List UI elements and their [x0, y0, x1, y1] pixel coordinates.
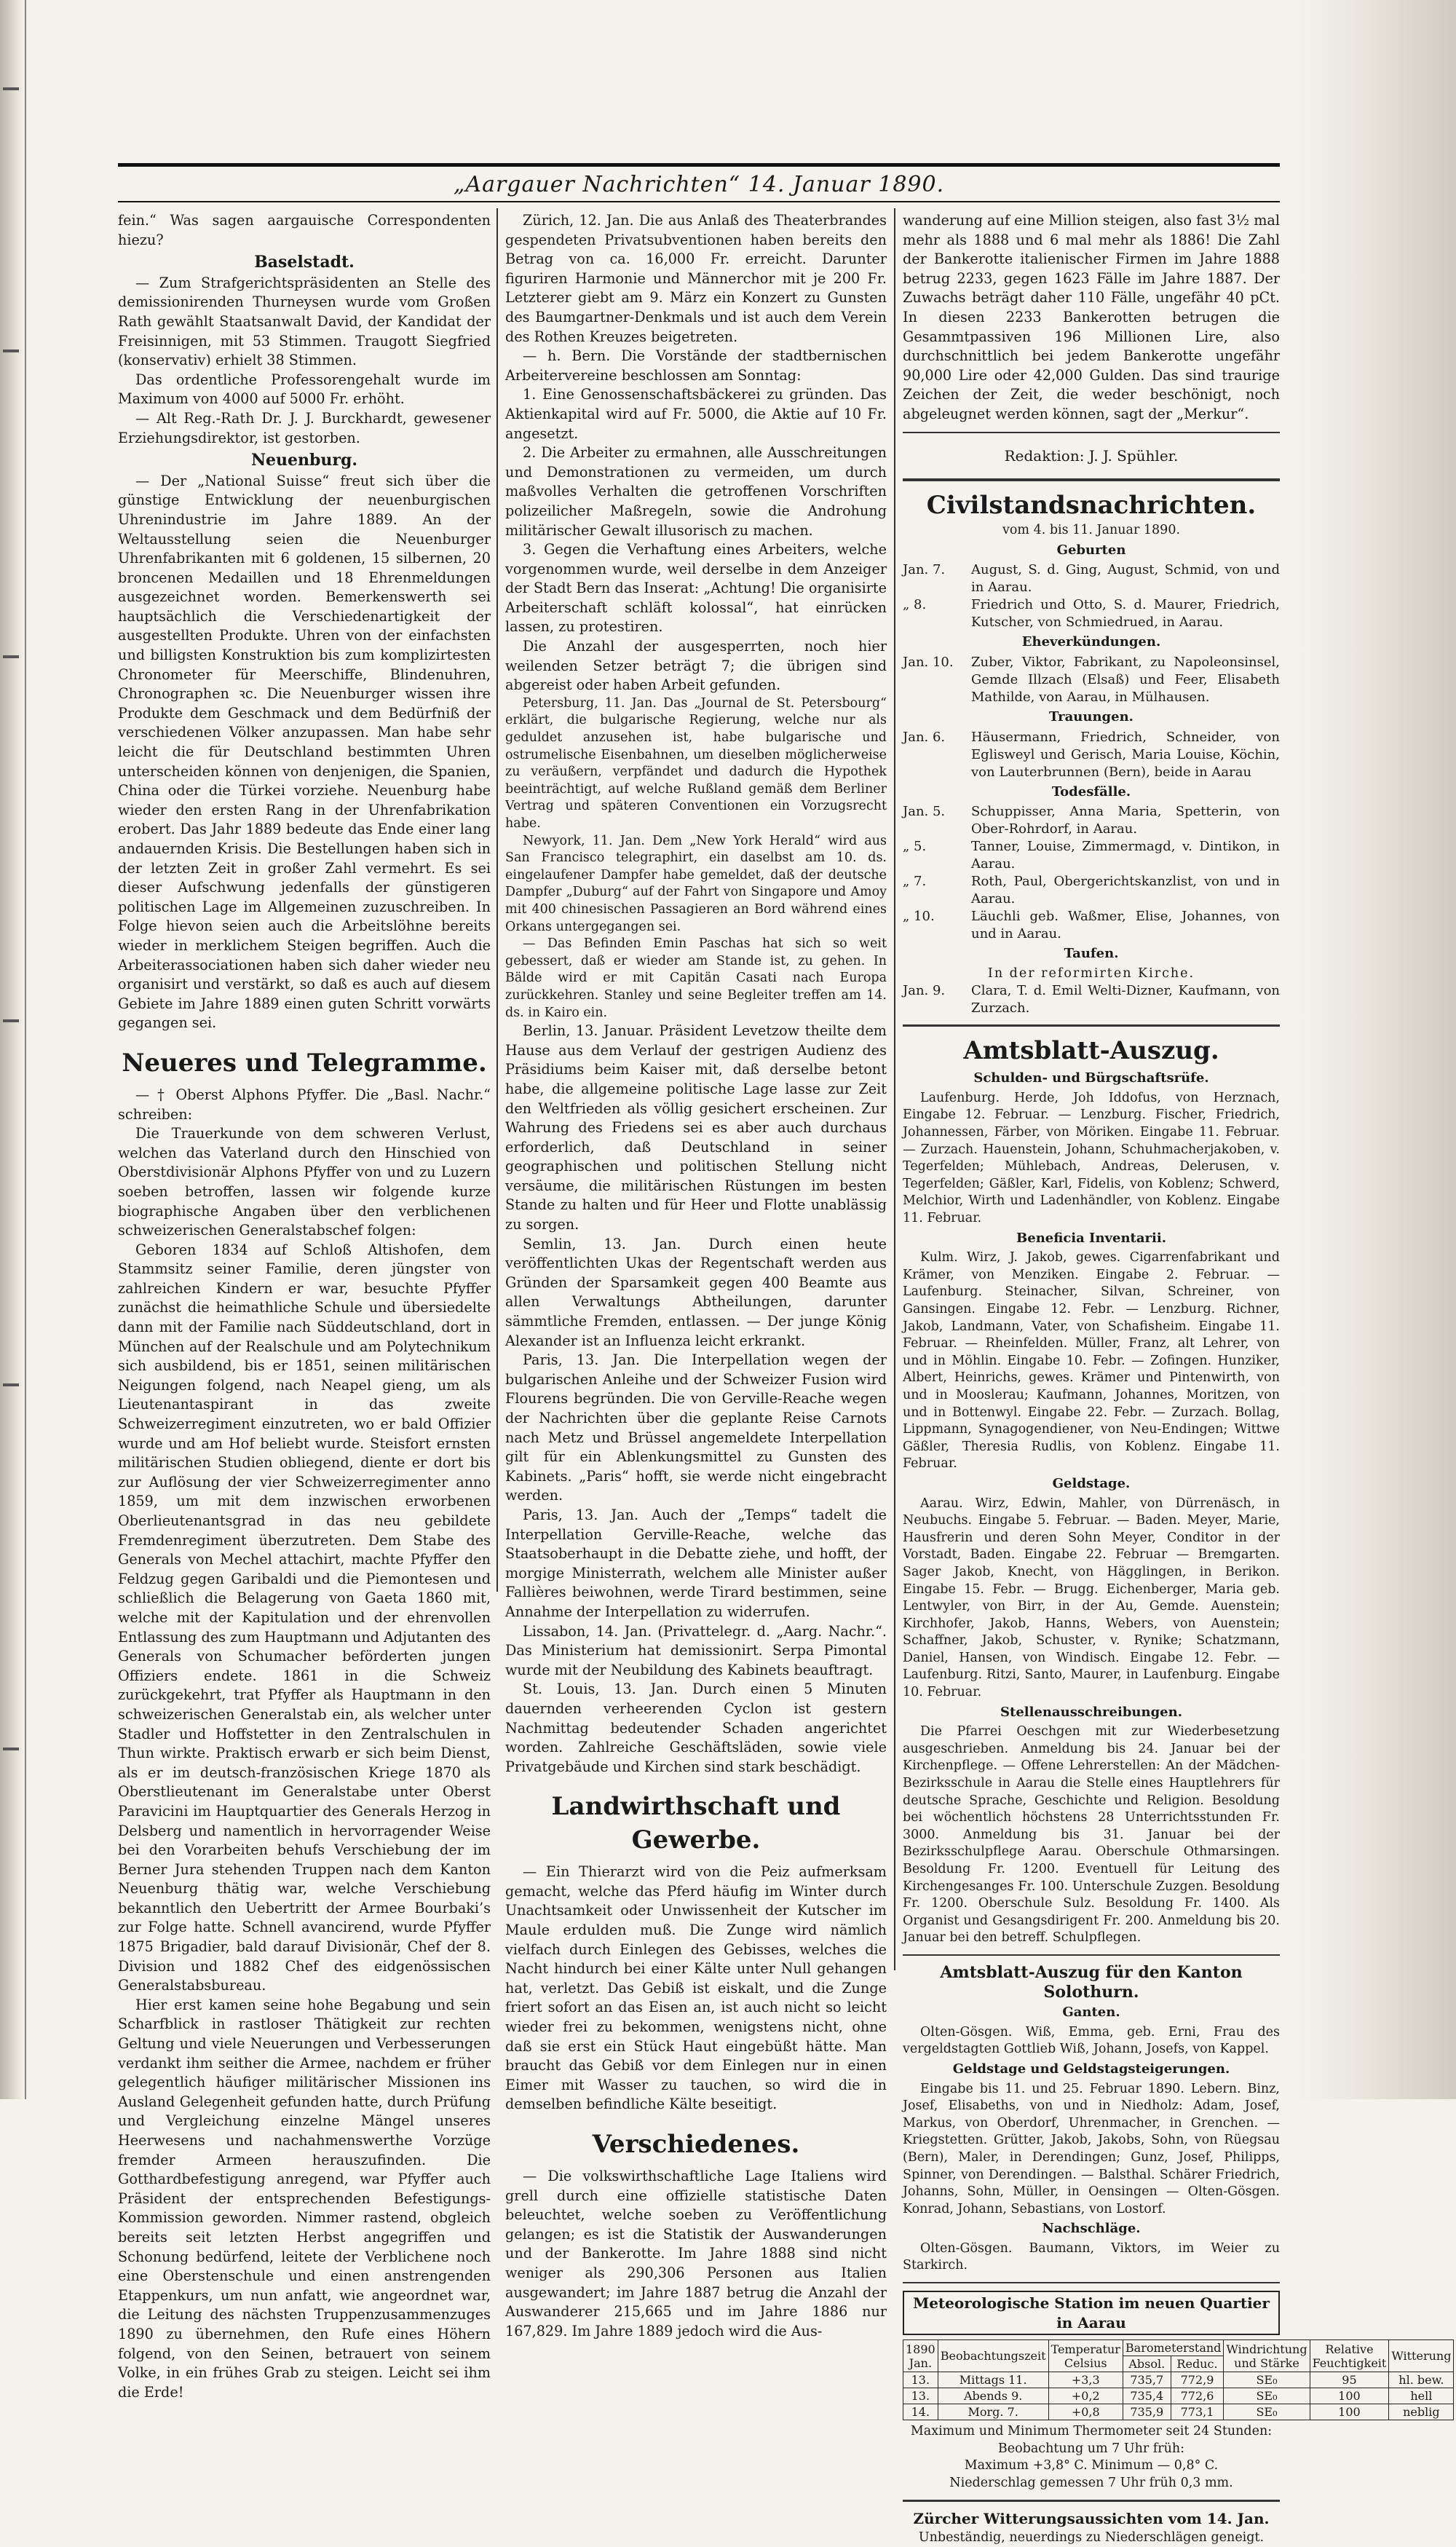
section-heading: Baselstadt. — [254, 253, 355, 272]
section-heading-large: Landwirthschaft und Gewerbe. — [551, 1792, 841, 1855]
masthead-rule — [118, 163, 1280, 167]
article-text: Zürich, 12. Jan. Die aus Anlaß des Theaterbrandes gespendeten Privatsubventionen haben bereits den Betrag von ca. 16,000 Fr. erreicht. Darunter figuriren Harmonie und Männerchor mit je 200 Fr. Letzterer giebt am 9. März ein Konzert zu Gunsten des Baumgartner-Denkmals und ist auch dem Verein des Rothen Kreuzes beigetreten. — [505, 212, 887, 345]
article-text: Geboren 1834 auf Schloß Altishofen, dem Stammsitz seiner Familie, deren jüngster von zahlreichen Kindern er war, besuchte Pfyffer zunächst die heimathliche Schule und übersiedelte dann mit der Familie nach Süddeutschland, dort in München auf der Realschule und am Polytechnikum sich ausbildend, bis er 1851, seinen militärischen Neigungen folgend, nach Neapel gieng, um als Lieutenantaspirant in das zweite Schweizerregiment einzutreten, wo er bald Offizier wurde und am Hof beliebt wurde. Steisfort ernsten militärischen Studien obliegend, diente er dort bis zur Auflösung der vier Schweizerregimenter anno 1859, um mit dem inzwischen erworbenen Oberlieutenantsgrad in das neu gebildete Fremdenregiment überzutreten. Dem Stabe des Generals von Mechel attachirt, machte Pfyffer den Feldzug gegen Garibaldi und die Piemontesen und schließlich die Belagerung von Gaeta 1860 mit, welche mit der Kapitulation und der ehrenvollen Entlassung des zum Hauptmann und Adjutanten des Generals von Schumacher beförderten jungen Offiziers endete. 1861 in die Schweiz zurückgekehrt, trat Pfyffer als Hauptmann in den schweizerischen Generalstab ein, als welcher unter Stadler und Hoffstetter in den Zentralschulen in Thun wirkte. Praktisch erwarb er sich beim Dienst, als er im deutsch-französischen Kriege 1870 als Oberstlieutenant im Generalstabe unter Oberst Paravicini im Hauptquartier des Generals Herzog in Delsberg und namentlich in hervorragender Weise bei den Vorarbeiten behufs Verschiebung der im Berner Jura stehenden Truppen nach dem Kanton Neuenburg thätig war, welche Verschiebung bekanntlich den Uebertritt der Armee Bourbaki’s zur Folge hatte. Schnell avancirend, wurde Pfyffer 1875 Brigadier, bald darauf Divisionär, Chef der 8. Division und 1882 Chef des eidgenössischen Generalstabsbureau. — [118, 1241, 491, 1994]
entry-text: Zuber, Viktor, Fabrikant, zu Napoleonsinsel, Gemde Illzach (Elsaß) und Feer, Elisabeth Mathilde, von Aarau, in Mülhausen. — [971, 654, 1280, 705]
article-text: Die Anzahl der ausgesperrten, noch hier weilenden Setzer beträgt 7; die übrigen sind abgereist oder haben Arbeit gefunden. — [505, 638, 887, 694]
gazette-subheading: Beneficia Inventarii. — [1016, 1230, 1166, 1246]
gazette-text: Aarau. Wirz, Edwin, Mahler, von Dürrenäsch, in Neubuchs. Eingabe 5. Februar. — Baden. Meyer, Marie, Hausfrerin und deren Sohn Meyer, Conditor in der Vorstadt, Baden. Eingabe 22. Februar — Bremgarten. Sager Jakob, Knecht, von Hägglingen, in Berikon. Eingabe 15. Febr. — Brugg. Eichenberger, Maria geb. Lentwyler, von Birr, in der Au, Gemde. Auenstein; Kirchhofer, Jakob, Hanns, Webers, von Auenstein; Schaffner, Jakob, Schuster, v. Rynike; Schatzmann, Daniel, Hansen, von Windisch. Eingabe 12. Febr. — Laufenburg. Ritzi, Santo, Maurer, in Laufenburg. Eingabe 10. Februar. — [903, 1496, 1280, 1700]
column-1 — [118, 211, 491, 2402]
civil-register-dates: vom 4. bis 11. Januar 1890. — [1002, 523, 1181, 538]
gazette-heading-solothurn: Amtsblatt-Auszug für den Kanton Solothurn. — [940, 1962, 1243, 2002]
entry-text: Tanner, Louise, Zimmermagd, v. Dintikon, in Aarau. — [971, 839, 1280, 872]
weather-table — [903, 2339, 1454, 2420]
masthead-title: „Aargauer Nachrichten“ 14. Januar 1890. — [453, 172, 945, 197]
births-list — [903, 561, 1280, 631]
table-cell: +0,8 — [1048, 2404, 1123, 2420]
table-cell: Abends 9. — [938, 2388, 1048, 2404]
table-cell: +3,3 — [1048, 2372, 1123, 2388]
article-text: Berlin, 13. Januar. Präsident Levetzow theilte dem Hause aus dem Verlauf der gestrigen Audienz des Präsidiums beim Kaiser mit, daß derselbe betont habe, die allgemeine politische Lage lasse zur Zeit den Weltfrieden als völlig gesichert erscheinen. Zur Wahrung des Friedens sei es aber auch durchaus erforderlich, daß Deutschland in seiner geographischen und politischen Stellung nicht versäume, die militärischen Rüstungen im besten Stande zu halten und für Heer und Flotte unablässig zu sorgen. — [505, 1022, 887, 1233]
article-text: Paris, 13. Jan. Die Interpellation wegen der bulgarischen Anleihe und der Schweizer Fusion wird Flourens begründen. Die von Gerville-Reache wegen der Nachrichten über die geplante Reise Carnots nach Metz und Brüssel angemeldete Interpellation gilt für ein Ablenkungsmittel zu Gunsten des Kabinets. „Paris“ hofft, sie werde nicht eingebracht werden. — [505, 1351, 887, 1504]
entry-text: Friedrich und Otto, S. d. Maurer, Friedrich, Kutscher, von Schmiedrued, in Aarau. — [971, 597, 1280, 631]
article-text: — Ein Thierarzt wird von die Peiz aufmerksam gemacht, welche das Pferd häufig im Winter durch Unachtsamkeit oder Unwissenheit der Kutscher im Maule erdulden muß. Die Zunge wird nämlich vielfach durch Einlegen des Gebisses, welches die Nacht hindurch bei einer Kälte unter Null gehangen hat, verletzt. Das Gebiß ist eiskalt, und die Zunge friert sofort an das Eisen an, ist auch nicht so leicht wieder frei zu bekommen, wenigstens nicht, ohne daß sie erst ein Stück Haut eingebüßt hätte. Man braucht das Gebiß vor dem Einlegen nur in einen Eimer mit Wasser zu tauchen, so wird die in demselben befindliche Kälte beseitigt. — [505, 1863, 887, 2113]
divider — [903, 2500, 1280, 2502]
entry-date: Jan. 9. — [903, 983, 946, 999]
table-cell: 95 — [1310, 2372, 1389, 2388]
divider — [903, 1024, 1280, 1027]
article-text: — Der „National Suisse“ freut sich über die günstige Entwicklung der neuenburgischen Uhrenindustrie im Jahre 1889. An der Weltausstellung seien die Neuenburger Uhrenfabrikanten mit 6 goldenen, 15 silbernen, 20 broncenen Medaillen und 18 Ehrenmeldungen ausgezeichnet worden. Bemerkenswerth sei hauptsächlich die Verschiedenartigkeit der ausgestellten Produkte. Uhren von der einfachsten und billigsten Konstruktion bis zum komplizirtesten Chronometer für Meerschiffe, Blindenuhren, Chronographen ꝛc. Die Neuenburger wissen ihre Produkte dem Geschmack und dem Bedürfniß der verschiedenen Völker anzupassen. Man habe sehr leicht die für Deutschland bestimmten Uhren unterscheiden können von denjenigen, die Spanien, China oder die Türkei vorziehe. Neuenburg habe wieder den ersten Rang in der Uhrenfabrikation erobert. Das Jahr 1889 bedeute das Ende einer lang andauernden Krisis. Die Bestellungen haben sich in der letzten Zeit in großer Zahl vermehrt. Es sei dieser Aufschwung jedenfalls der günstigeren politischen Lage im Allgemeinen zuzuschreiben. In Folge hievon seien auch die Arbeitslöhne bereits wieder in merklichem Steigen begriffen. Auch die Arbeiterassociationen haben sich daher wieder neu organisirt und verstärkt, so daß es auch auf diesem Gebiete im Jahre 1889 einen guten Schritt vorwärts gegangen sei. — [118, 472, 491, 1032]
table-header: 1890 Jan. — [903, 2340, 938, 2372]
table-header: Temperatur Celsius — [1048, 2340, 1123, 2372]
banns-list — [903, 654, 1280, 706]
entry-text: August, S. d. Ging, August, Schmid, von und in Aarau. — [971, 562, 1280, 596]
table-cell: hell — [1389, 2388, 1454, 2404]
article-text: — Die volkswirthschaftliche Lage Italiens wird grell durch eine offizielle statistische Daten beleuchtet, welche soeben zu Veröffentlichung gelangen; es ist die Statistik der Auswanderungen und der Bankerotte. Im Jahre 1888 sind nicht weniger als 290,306 Personen aus Italien ausgewandert; im Jahre 1887 betrug die Anzahl der Auswanderer 215,665 und im Jahre 1886 nur 167,829. Im Jahre 1889 jedoch wird die Aus- — [505, 2168, 887, 2339]
article-text: Das ordentliche Professorengehalt wurde im Maximum von 4000 auf 5000 Fr. erhöht. — [118, 371, 491, 408]
table-cell: 772,6 — [1171, 2388, 1224, 2404]
section-heading-large: Verschiedenes. — [592, 2130, 800, 2159]
article-text: St. Louis, 13. Jan. Durch einen 5 Minuten dauernden verheerenden Cyclon ist gestern Nachmittag bedeutender Schaden angerichtet worden. Zahlreiche Geschäftsläden, sowie viele Privatgebäude und Kirchen sind stark beschädigt. — [505, 1681, 887, 1775]
register-entry — [903, 908, 1280, 943]
gazette-subheading: Geldstage und Geldstagsteigerungen. — [952, 2061, 1230, 2077]
baptisms-list — [903, 982, 1280, 1017]
entry-date: „ 10. — [903, 909, 935, 925]
section-heading-large: Neueres und Telegramme. — [122, 1048, 487, 1078]
register-entry — [903, 729, 1280, 781]
article-text: — Das Befinden Emin Paschas hat sich so weit gebessert, daß er wieder am Stande ist, zu gehen. In Bälde wird er mit Capitän Casati nach Europa zurückkehren. Stanley und seine Begleiter treffen am 14. ds. in Kairo ein. — [505, 936, 887, 1020]
table-cell: SE₀ — [1224, 2404, 1310, 2420]
table-cell: SE₀ — [1224, 2372, 1310, 2388]
civil-register-heading: Civilstandsnachrichten. — [926, 491, 1257, 521]
weather-note: Maximum +3,8° C. Minimum — 0,8° C. — [964, 2458, 1219, 2473]
register-subheading: Trauungen. — [1049, 708, 1133, 724]
entry-date: Jan. 10. — [903, 654, 954, 670]
entry-text: Läuchli geb. Waßmer, Elise, Johannes, von und in Aarau. — [971, 909, 1280, 942]
register-subheading: Geburten — [1056, 542, 1126, 558]
editor-line: Redaktion: J. J. Spühler. — [1004, 446, 1179, 465]
divider — [903, 478, 1280, 481]
previous-page-edge — [0, 0, 26, 2099]
marriages-list — [903, 729, 1280, 781]
gazette-heading: Amtsblatt-Auszug. — [963, 1036, 1219, 1066]
article-text: 1. Eine Genossenschaftsbäckerei zu gründen. Das Aktienkapital wird auf Fr. 5000, die Aktie auf 10 Fr. angesetzt. — [505, 386, 887, 442]
masthead-rule-bottom — [118, 201, 1280, 202]
weather-note: Maximum und Minimum Thermometer seit 24 Stunden: — [910, 2424, 1273, 2439]
entry-date: Jan. 6. — [903, 729, 946, 745]
table-row — [903, 2372, 1454, 2388]
weather-rows — [903, 2372, 1454, 2420]
article-text: 3. Gegen die Verhaftung eines Arbeiters, welche vorgenommen wurde, weil derselbe in dem Anzeiger der Stadt Bern das Inserat: „Achtung! Die organisirte Arbeiterschaft schläft kolossal“, hat einrücken lassen, zu protestiren. — [505, 541, 887, 636]
table-cell: 13. — [903, 2372, 938, 2388]
entry-text: Roth, Paul, Obergerichtskanzlist, von und in Aarau. — [971, 874, 1280, 907]
gazette-text: Laufenburg. Herde, Joh Iddofus, von Herznach, Eingabe 12. Februar. — Lenzburg. Fischer, Friedrich, Johannessen, Färber, von Möriken. Eingabe 11. Februar. — Zurzach. Hauenstein, Johann, Schuhmacherjakoben, v. Tegerfelden; Mühlebach, Andreas, Delerusen, v. Tegerfelden; Gäßler, Karl, Fidelis, von Koblenz; Schwerd, Melchior, Wirth und Ladenhändler, von Koblenz. Eingabe 11. Februar. — [903, 1090, 1280, 1226]
table-cell: 735,4 — [1123, 2388, 1171, 2404]
gazette-subheading: Stellenausschreibungen. — [1000, 1704, 1182, 1720]
table-cell: 100 — [1310, 2404, 1389, 2420]
table-header: Relative Feuchtigkeit — [1310, 2340, 1389, 2372]
column-divider — [496, 208, 498, 1592]
article-text: 2. Die Arbeiter zu ermahnen, alle Ausschreitungen und Demonstrationen zu vermeiden, um durch maßvolles Verhalten die getroffenen Vorschriften polizeilicher Maßregeln, sowie die Androhung militärischer Gewalt illusorisch zu machen. — [505, 444, 887, 539]
forecast-heading: Zürcher Witterungsaussichten vom 14. Jan. — [913, 2509, 1270, 2527]
register-note: In der reformirten Kirche. — [987, 966, 1195, 981]
gazette-text: Olten-Gösgen. Baumann, Viktors, im Weier zu Starkirch. — [903, 2240, 1280, 2273]
column-3 — [903, 211, 1452, 2547]
register-entry — [903, 596, 1280, 631]
gazette-subheading: Nachschläge. — [1042, 2221, 1141, 2237]
article-text: Paris, 13. Jan. Auch der „Temps“ tadelt die Interpellation Gerville-Reache, welche das Staatsoberhaupt in die Debatte ziehe, und hofft, der morgige Ministerrath, welchem alle Minister außer Fallières beiwohnen, werde Tirard bestimmen, seine Annahme der Interpellation zu widerrufen. — [505, 1506, 887, 1620]
section-heading: Neuenburg. — [250, 451, 358, 470]
gazette-subheading: Ganten. — [1062, 2005, 1120, 2021]
gazette-subheading: Schulden- und Bürgschaftsrüfe. — [973, 1070, 1209, 1086]
table-header: Absol. — [1123, 2356, 1171, 2372]
register-subheading: Eheverkündungen. — [1021, 634, 1161, 650]
table-header: Windrichtung und Stärke — [1224, 2340, 1310, 2372]
register-entry — [903, 982, 1280, 1017]
gazette-text: Die Pfarrei Oeschgen mit zur Wiederbesetzung ausgeschrieben. Anmeldung bis 24. Januar bei der Kirchenpflege. — Offene Lehrerstellen: An der Mädchen-Bezirksschule in Aarau die Stelle eines Hauptlehrers für deutsche Sprache, Geschichte und Religion. Besoldung bei wöchentlich höchstens 28 Unterrichtsstunden Fr. 3000. Anmeldung bis 31. Januar bei der Bezirksschulpflege Aarau. Oberschule Othmarsingen. Besoldung Fr. 1200. Eventuell für Leitung des Kirchengesanges Fr. 100. Unterschule Zuzgen. Besoldung Fr. 1200. Oberschule Sulz. Besoldung Fr. 1400. Als Organist und Gesangsdirigent Fr. 200. Anmeldung bis 20. Januar bei den betreff. Schulpflegen. — [903, 1724, 1280, 1946]
register-entry — [903, 838, 1280, 873]
article-text: — Zum Strafgerichtspräsidenten an Stelle des demissionirenden Thurneysen wurde vom Großen Rath gewählt Staatsanwalt David, der Kandidat der Freisinnigen, mit 53 Stimmen. Traugott Siegfried (konservativ) erhielt 38 Stimmen. — [118, 274, 491, 369]
weather-note: Beobachtung um 7 Uhr früh: — [997, 2441, 1185, 2456]
table-cell: hl. bew. — [1389, 2372, 1454, 2388]
table-row — [903, 2388, 1454, 2404]
table-row — [903, 2404, 1454, 2420]
table-cell: +0,2 — [1048, 2388, 1123, 2404]
column-divider — [894, 208, 895, 1970]
column-2 — [505, 211, 887, 2341]
gazette-text: Olten-Gösgen. Wiß, Emma, geb. Erni, Frau des vergeldstagten Gottlieb Wiß, Johann, Josefs, von Kappel. — [903, 2024, 1280, 2057]
entry-date: Jan. 5. — [903, 804, 946, 820]
gazette-text: Eingabe bis 11. und 25. Februar 1890. Lebern. Binz, Josef, Elisabeths, von und in Niedholz: Adam, Josef, Markus, von Oberdorf, Uhrenmacher, in Grenchen. — Kriegstetten. Grütter, Jakob, Jakobs, Sohn, von Rüegsau (Bern), Maler, in Derendingen; Gunz, Josef, Philipps, Spinner, von Derendingen. — Balsthal. Schärer Friedrich, Johanns, Sohn, Müller, in Oensingen — Olten-Gösgen. Konrad, Johann, Sebastians, von Lostorf. — [903, 2081, 1280, 2216]
register-entry — [903, 561, 1280, 596]
register-subheading: Todesfälle. — [1051, 783, 1131, 799]
table-header: Witterung — [1389, 2340, 1454, 2372]
gazette-text: Kulm. Wirz, J. Jakob, gewes. Cigarrenfabrikant und Krämer, von Menziken. Eingabe 2. Februar. — Laufenburg. Steinacher, Silvan, Schreiner, von Gansingen. Eingabe 12. Febr. — Lenzburg. Richner, Jakob, Landmann, Vater, von Schafisheim. Eingabe 11. Februar. — Rheinfelden. Müller, Franz, alt Lehrer, von und in Möhlin. Eingabe 10. Febr. — Zofingen. Hunziker, Albert, Heinrichs, gewes. Krämer und Pintenwirth, von und in Mooslerau; Kaufmann, Johannes, Moritzen, von und in Bottenwyl. Eingabe 22. Febr. — Zurzach. Bollag, Lippmann, Synagogendiener, von Neu-Endingen; Wittwe Gäßler, Theresia Rudlis, von Koblenz. Eingabe 11. Februar. — [903, 1250, 1280, 1472]
entry-date: Jan. 7. — [903, 562, 946, 578]
table-cell: Mittags 11. — [938, 2372, 1048, 2388]
table-cell: 772,9 — [1171, 2372, 1224, 2388]
weather-note: Niederschlag gemessen 7 Uhr früh 0,3 mm. — [949, 2476, 1233, 2491]
divider — [903, 432, 1280, 433]
table-cell: 100 — [1310, 2388, 1389, 2404]
article-text: Semlin, 13. Jan. Durch einen heute veröffentlichten Ukas der Regentschaft werden aus Gründen der Sparsamkeit gegen 400 Beamte aus allen Verwaltungs Abtheilungen, darunter sämmtliche Fremden, entlassen. — Der junge König Alexander ist an Influenza leicht erkrankt. — [505, 1235, 887, 1349]
table-cell: 735,7 — [1123, 2372, 1171, 2388]
article-text: fein.“ Was sagen aargauische Correspondenten hiezu? — [118, 212, 491, 248]
article-text: — h. Bern. Die Vorstände der stadtbernischen Arbeitervereine beschlossen am Sonntag: — [505, 347, 887, 384]
forecast-text: Unbeständig, neuerdings zu Niederschlägen geneigt. — [918, 2530, 1265, 2546]
table-cell: 735,9 — [1123, 2404, 1171, 2420]
gazette-subheading: Geldstage. — [1052, 1475, 1131, 1491]
table-cell: 13. — [903, 2388, 938, 2404]
entry-text: Häusermann, Friedrich, Schneider, von Eglisweyl und Gerisch, Maria Louise, Köchin, von Lauterbrunnen (Bern), beide in Aarau — [971, 729, 1280, 780]
table-cell: 14. — [903, 2404, 938, 2420]
register-entry — [903, 654, 1280, 706]
register-entry — [903, 873, 1280, 908]
entry-text: Schuppisser, Anna Maria, Spetterin, von Ober-Rohrdorf, in Aarau. — [971, 804, 1280, 837]
deaths-list — [903, 803, 1280, 943]
divider — [903, 2282, 1280, 2283]
article-text: Lissabon, 14. Jan. (Privattelegr. d. „Aarg. Nachr.“. Das Ministerium hat demissionirt. Serpa Pimontal wurde mit der Neubildung des Kabinets beauftragt. — [505, 1622, 887, 1678]
entry-date: „ 8. — [903, 597, 927, 613]
register-subheading: Taufen. — [1064, 946, 1119, 962]
table-cell: Morg. 7. — [938, 2404, 1048, 2420]
article-text: Newyork, 11. Jan. Dem „New York Herald“ wird aus San Francisco telegraphirt, ein daselbst am 10. ds. eingelaufener Dampfer habe gemeldet, daß der deutsche Dampfer „Duburg“ auf der Fahrt von Singapore und Amoy mit 400 chinesischen Passagieren an Bord während eines Orkans untergegangen sei. — [505, 833, 887, 934]
entry-date: „ 5. — [903, 839, 927, 855]
register-entry — [903, 803, 1280, 838]
table-cell: SE₀ — [1224, 2388, 1310, 2404]
entry-date: „ 7. — [903, 874, 927, 890]
article-text: — † Oberst Alphons Pfyffer. Die „Basl. Nachr.“ schreiben: — [118, 1086, 491, 1123]
table-header: Barometerstand — [1123, 2340, 1224, 2356]
article-text: Petersburg, 11. Jan. Das „Journal de St. Petersbourg“ erklärt, die bulgarische Regierung, welche nur als geduldet anzusehen ist, habe bulgarische und ostrumelische Eisenbahnen, um dieselben möglicherweise zu veräußern, verpfändet und dadurch die Hypothek beeinträchtigt, auf welche Rußland gemäß dem Berliner Vertrag und späteren Conventionen ein Vorzugsrecht habe. — [505, 695, 887, 831]
table-cell: neblig — [1389, 2404, 1454, 2420]
table-header: Reduc. — [1171, 2356, 1224, 2372]
weather-station-title: Meteorologische Station im neuen Quartier in Aarau — [903, 2291, 1280, 2335]
article-text: Hier erst kamen seine hohe Begabung und sein Scharfblick in rastloser Thätigkeit zur rechten Geltung und viele Neuerungen und Verbesserungen verdankt ihm seither die Armee, nachdem er früher gelegentlich häufiger militärischer Missionen ins Ausland Gelegenheit gefunden hatte, durch Prüfung und Vergleichung einzelne Mängel unseres Heerwesens und nachahmenswerthe Vorzüge fremder Armeen herauszufinden. Die Gotthardbefestigung anregend, war Pfyffer auch Präsident der entsprechenden Befestigungs-Kommission geworden. Nimmer rastend, obgleich bereits seit letzten Herbst angegriffen und Schonung bedürfend, leitete der Verblichene noch eine Oberstenschule und einen anstrengenden Etappenkurs, um nun anfatt, wie angeordnet war, die Leitung des nächsten Truppenzusammenzuges 1890 zu übernehmen, den Rufe eines Höhern folgend, von den Seinen, betrauert von seinem Volke, in ein frühes Grab zu steigen. Leicht sei ihm die Erde! — [118, 1996, 491, 2401]
article-text: — Alt Reg.-Rath Dr. J. J. Burckhardt, gewesener Erziehungsdirektor, ist gestorben. — [118, 409, 491, 446]
article-text: Die Trauerkunde von dem schweren Verlust, welchen das Vaterland durch den Hinschied von Oberstdivisionär Alphons Pfyffer von und zu Luzern soeben betroffen, lassen wir folgende kurze biographische Angaben über den verblichenen schweizerischen Generalstabschef folgen: — [118, 1125, 491, 1239]
table-cell: 773,1 — [1171, 2404, 1224, 2420]
page-shadow — [1296, 0, 1456, 2099]
divider — [903, 1954, 1280, 1956]
entry-text: Clara, T. d. Emil Welti-Dizner, Kaufmann, von Zurzach. — [971, 983, 1280, 1016]
article-text: wanderung auf eine Million steigen, also fast 3½ mal mehr als 1888 und 6 mal mehr als 1886! Die Zahl der Bankerotte italienischer Firmen im Jahre 1888 betrug 2233, gegen 1623 Fälle im Jahre 1887. Der Zuwachs beträgt daher 110 Fälle, ungefähr 40 pCt. In diesen 2233 Bankerotten betrugen die Gesammtpassiven 196 Millionen Lire, also durchschnittlich bei jedem Bankerotte ungefähr 90,000 Lire oder 42,000 Gulden. Das sind traurige Zeichen der Zeit, die weder beschönigt, noch abgeleugnet werden können, sagt der „Merkur“. — [903, 212, 1280, 422]
table-header: Beobachtungszeit — [938, 2340, 1048, 2372]
